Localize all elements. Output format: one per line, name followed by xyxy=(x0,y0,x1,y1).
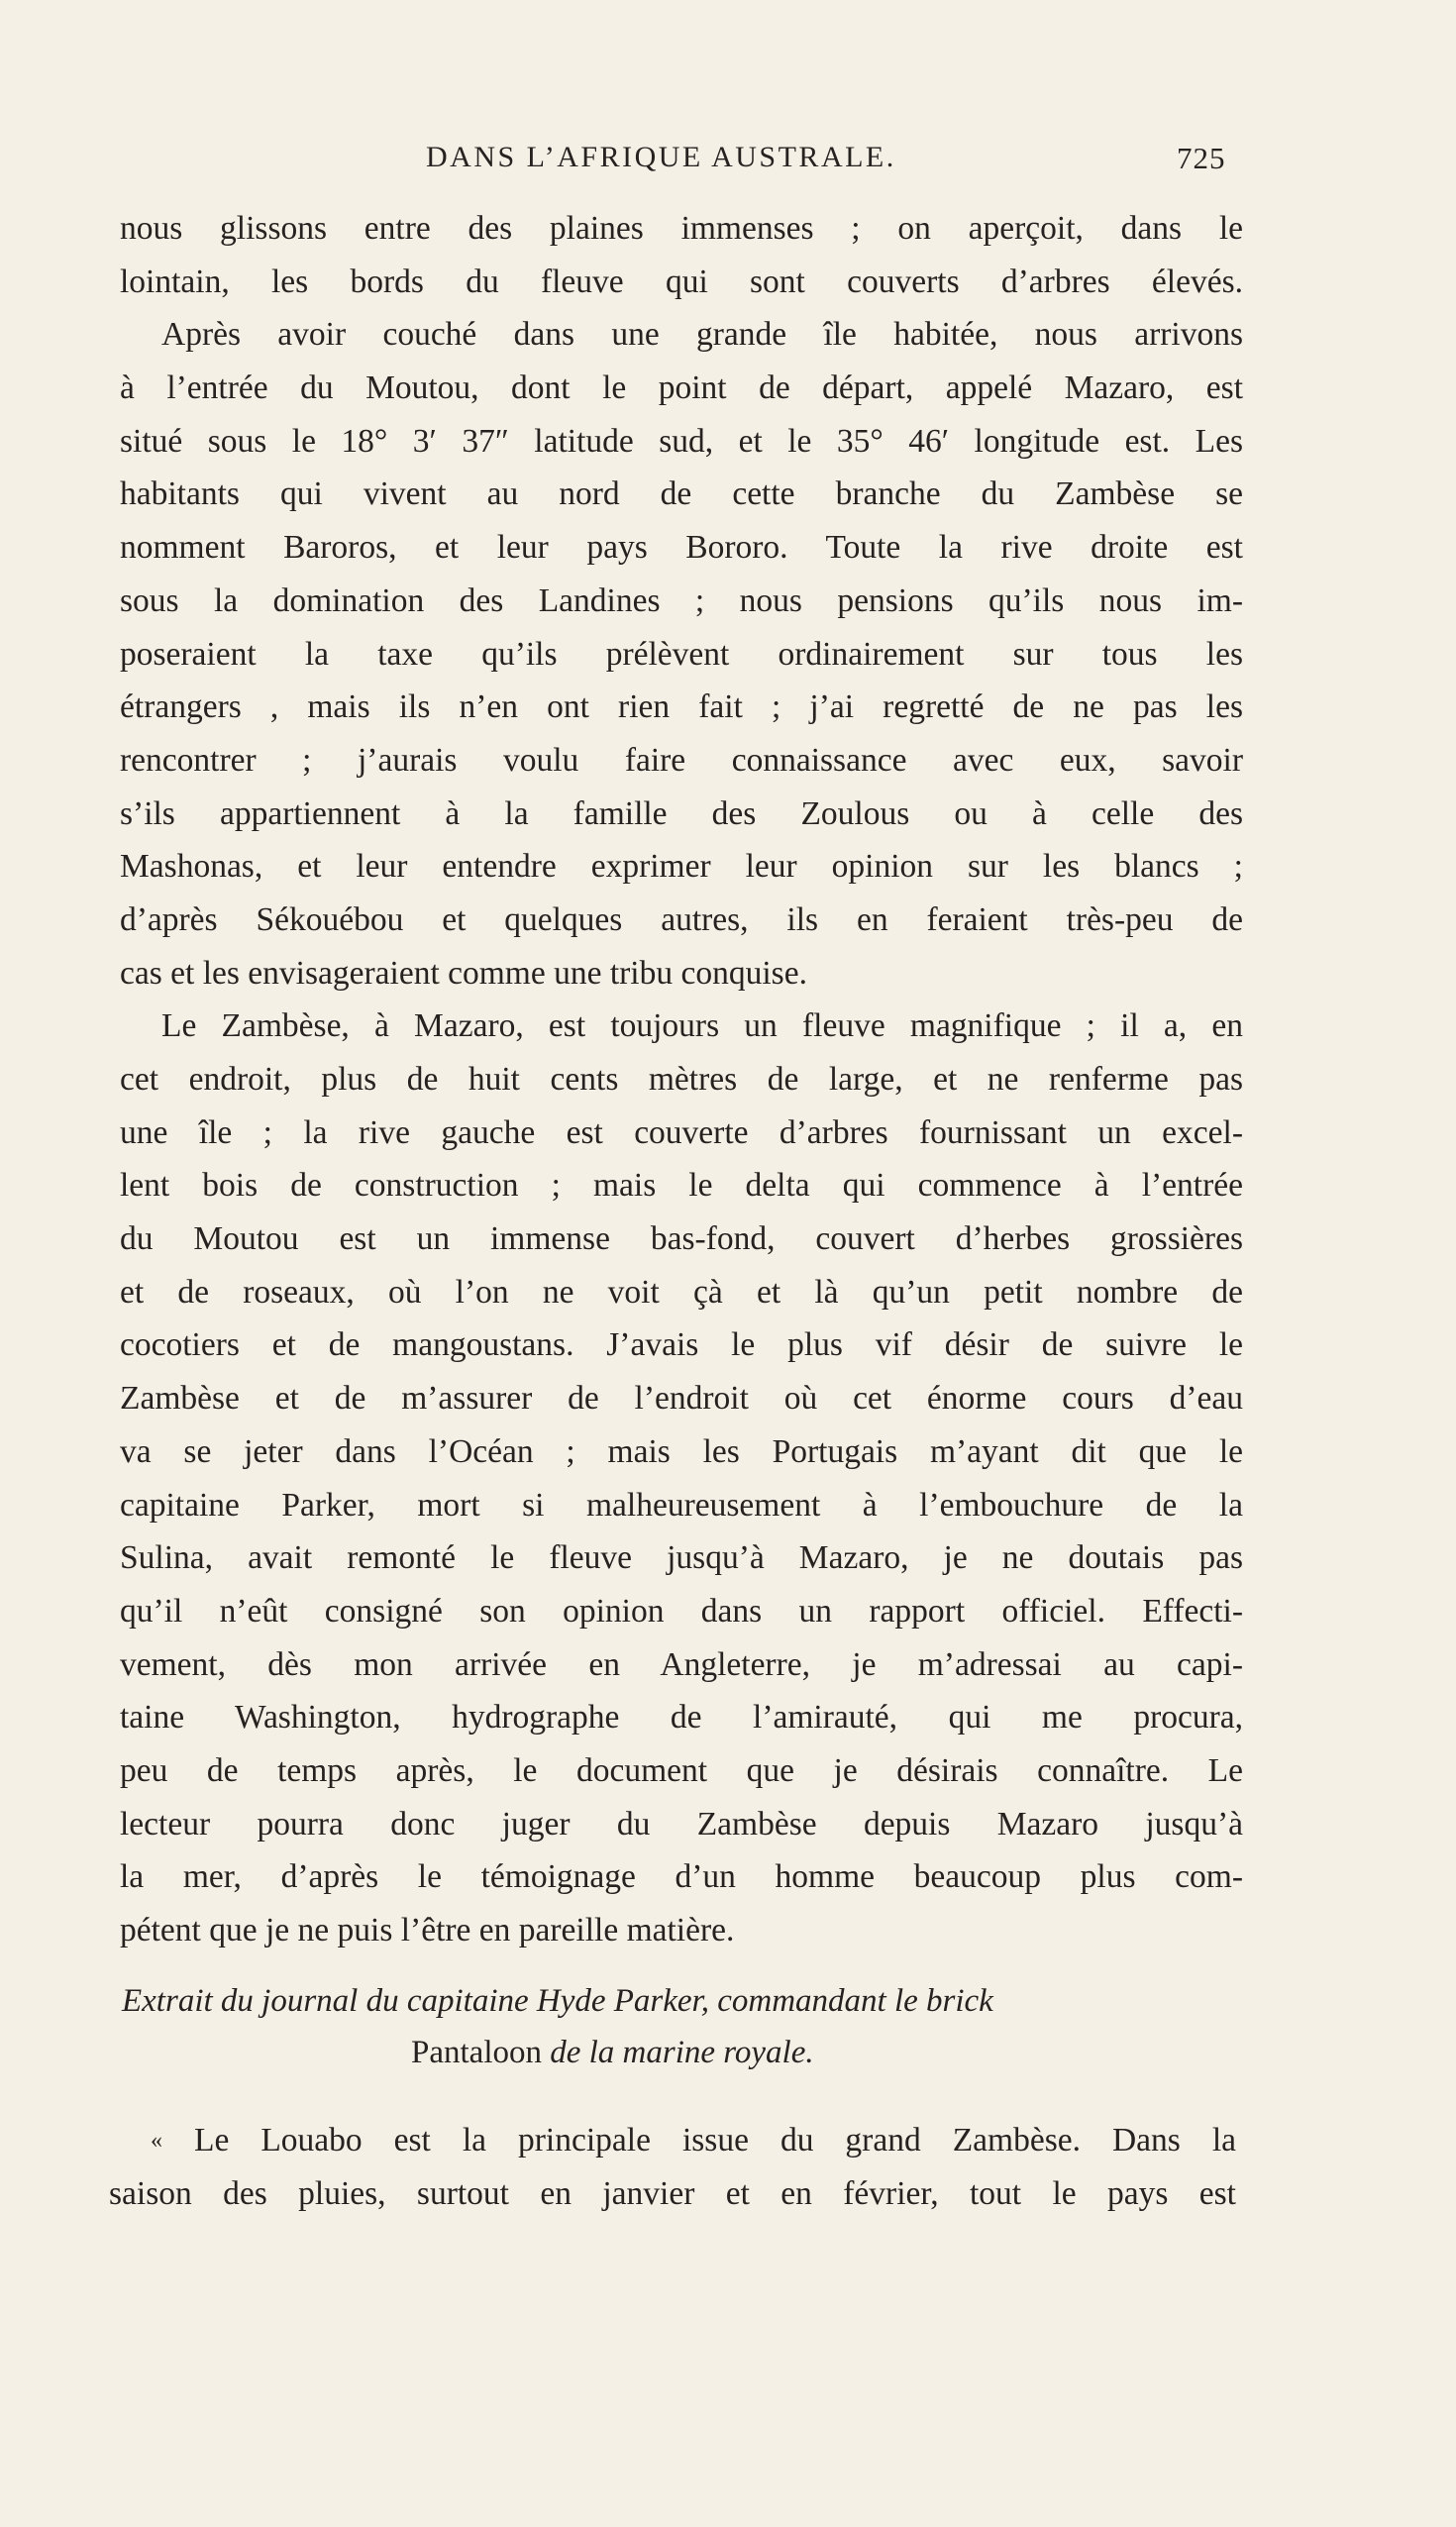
text-line: poseraient la taxe qu’ils prélèvent ordinairement sur tous les xyxy=(120,635,1243,673)
text-line: d’après Sékouébou et quelques autres, ils en feraient très-peu de xyxy=(120,900,1243,938)
text-line: du Moutou est un immense bas-fond, couvert d’herbes grossières xyxy=(120,1220,1243,1258)
running-head xyxy=(0,141,1456,180)
running-title: DANS L’AFRIQUE AUSTRALE. xyxy=(426,141,896,173)
text-line: et de roseaux, où l’on ne voit çà et là qu’un petit nombre de xyxy=(120,1273,1243,1311)
text-line: sous la domination des Landines ; nous pensions qu’ils nous im- xyxy=(120,581,1243,619)
open-guillemet: « xyxy=(151,2128,162,2154)
text-line: une île ; la rive gauche est couverte d’arbres fournissant un excel- xyxy=(120,1113,1243,1151)
text-line: Mashonas, et leur entendre exprimer leur opinion sur les blancs ; xyxy=(120,848,1243,886)
text-line: nomment Baroros, et leur pays Bororo. Toute la rive droite est xyxy=(120,529,1243,567)
quote-line-1 xyxy=(109,2114,1236,2167)
text-line: étrangers , mais ils n’en ont rien fait ; j’ai regretté de ne pas les xyxy=(120,688,1243,726)
text-line: situé sous le 18° 3′ 37″ latitude sud, et le 35° 46′ longitude est. Les xyxy=(120,422,1243,460)
body-text xyxy=(120,202,1243,1957)
text-line: lointain, les bords du fleuve qui sont couverts d’arbres élevés. xyxy=(120,263,1243,300)
text-line: s’ils appartiennent à la famille des Zoulous ou à celle des xyxy=(120,794,1243,832)
text-line: à l’entrée du Moutou, dont le point de départ, appelé Mazaro, est xyxy=(120,369,1243,407)
text-line: nous glissons entre des plaines immenses ; on aperçoit, dans le xyxy=(120,210,1243,247)
text-line: habitants qui vivent au nord de cette branche du Zambèse se xyxy=(120,475,1243,513)
text-line: lecteur pourra donc juger du Zambèse depuis Mazaro jusqu’à xyxy=(120,1805,1243,1843)
page-number: 725 xyxy=(1177,141,1226,175)
text-line: pétent que je ne puis l’être en pareille matière. xyxy=(120,1912,735,1948)
text-line: lent bois de construction ; mais le delta qui commence à l’entrée xyxy=(120,1167,1243,1205)
caption-line-1: Extrait du journal du capitaine Hyde Parker, commandant le brick xyxy=(122,1983,993,2019)
text-line: rencontrer ; j’aurais voulu faire connaissance avec eux, savoir xyxy=(120,741,1243,779)
text-line: peu de temps après, le document que je désirais connaître. Le xyxy=(120,1751,1243,1789)
text-line: taine Washington, hydrographe de l’amirauté, qui me procura, xyxy=(120,1699,1243,1737)
text-line: va se jeter dans l’Océan ; mais les Portugais m’ayant dit que le xyxy=(120,1432,1243,1470)
quote-line-2: saison des pluies, surtout en janvier et en février, tout le pays est xyxy=(109,2174,1236,2212)
text-line: qu’il n’eût consigné son opinion dans un rapport officiel. Effecti- xyxy=(120,1592,1243,1630)
text-line: capitaine Parker, mort si malheureusement à l’embouchure de la xyxy=(120,1486,1243,1524)
quote-line-1-text: Le Louabo est la principale issue du grand Zambèse. Dans la xyxy=(162,2122,1236,2158)
quote-block xyxy=(109,2114,1236,2220)
caption-line-2 xyxy=(0,2027,1456,2078)
text-line: Après avoir couché dans une grande île habitée, nous arrivons xyxy=(161,316,1243,354)
text-line: Sulina, avait remonté le fleuve jusqu’à Mazaro, je ne doutais pas xyxy=(120,1539,1243,1577)
text-line: cet endroit, plus de huit cents mètres de large, et ne renferme pas xyxy=(120,1061,1243,1098)
extract-caption xyxy=(0,1975,1456,2078)
text-line: cas et les envisageraient comme une tribu conquise. xyxy=(120,954,807,992)
text-line: la mer, d’après le témoignage d’un homme beaucoup plus com- xyxy=(120,1858,1243,1896)
text-line: Le Zambèse, à Mazaro, est toujours un fleuve magnifique ; il a, en xyxy=(161,1007,1243,1045)
caption-line-2-rest: de la marine royale. xyxy=(541,2035,814,2070)
ship-name: Pantaloon xyxy=(411,2035,542,2070)
text-line: Zambèse et de m’assurer de l’endroit où cet énorme cours d’eau xyxy=(120,1380,1243,1418)
text-line: cocotiers et de mangoustans. J’avais le plus vif désir de suivre le xyxy=(120,1326,1243,1364)
text-line: vement, dès mon arrivée en Angleterre, je m’adressai au capi- xyxy=(120,1645,1243,1683)
